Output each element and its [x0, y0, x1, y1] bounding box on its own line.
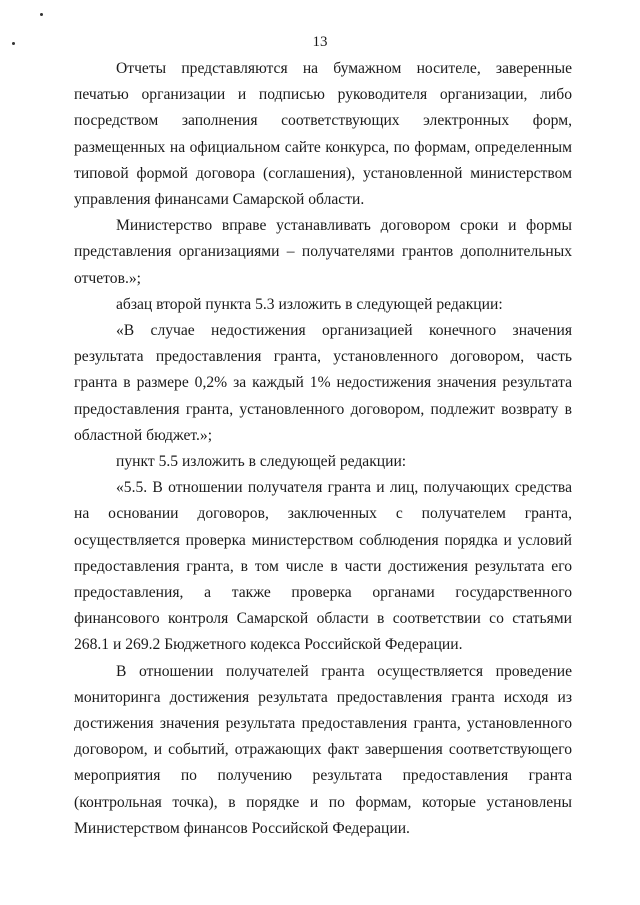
paragraph-ministry-rights: Министерство вправе устанавливать договором сроки и формы представления организациями – получателями грантов дополнительных отчетов.»;: [74, 217, 572, 287]
document-body: [74, 56, 572, 842]
paragraph-grant-return: «В случае недостижения организацией конечного значения результата предоставления гранта, установленного договором, часть гранта в размере 0,2% за каждый 1% недостижения значения результата предоставления гранта, установленного договором, подлежит возврату в областной бюджет.»;: [74, 322, 572, 444]
paragraph-monitoring: В отношении получателей гранта осуществляется проведение мониторинга достижения результата предоставления гранта исходя из достижения значения результата предоставления гранта, установленного договором, и событий, отражающих факт завершения соответствующего мероприятия по получению результата предоставления гранта (контрольная точка), в порядке и по формам, которые установлены Министерством финансов Российской Федерации.: [74, 662, 572, 837]
scan-speck: [40, 13, 43, 16]
paragraph-amend-5-3: абзац второй пункта 5.3 изложить в следующей редакции:: [116, 295, 503, 313]
paragraph-reports: Отчеты представляются на бумажном носителе, заверенные печатью организации и подписью руководителя организации, либо посредством заполнения соответствующих электронных форм, размещенных на официальном сайте конкурса, по формам, определенным типовой формой договора (соглашения), установленной министерством управления финансами Самарской области.: [74, 60, 572, 209]
paragraph-amend-5-5: пункт 5.5 изложить в следующей редакции:: [116, 453, 407, 471]
paragraph-audit: «5.5. В отношении получателя гранта и лиц, получающих средства на основании договоров, заключенных с получателем гранта, осуществляется проверка министерством соблюдения порядка и условий предоставления гранта, в том числе в части достижения результата его предоставления, а также проверка органами государственного финансового контроля Самарской области в соответствии со статьями 268.1 и 269.2 Бюджетного кодекса Российской Федерации.: [74, 479, 572, 654]
page-number: 13: [312, 34, 328, 50]
